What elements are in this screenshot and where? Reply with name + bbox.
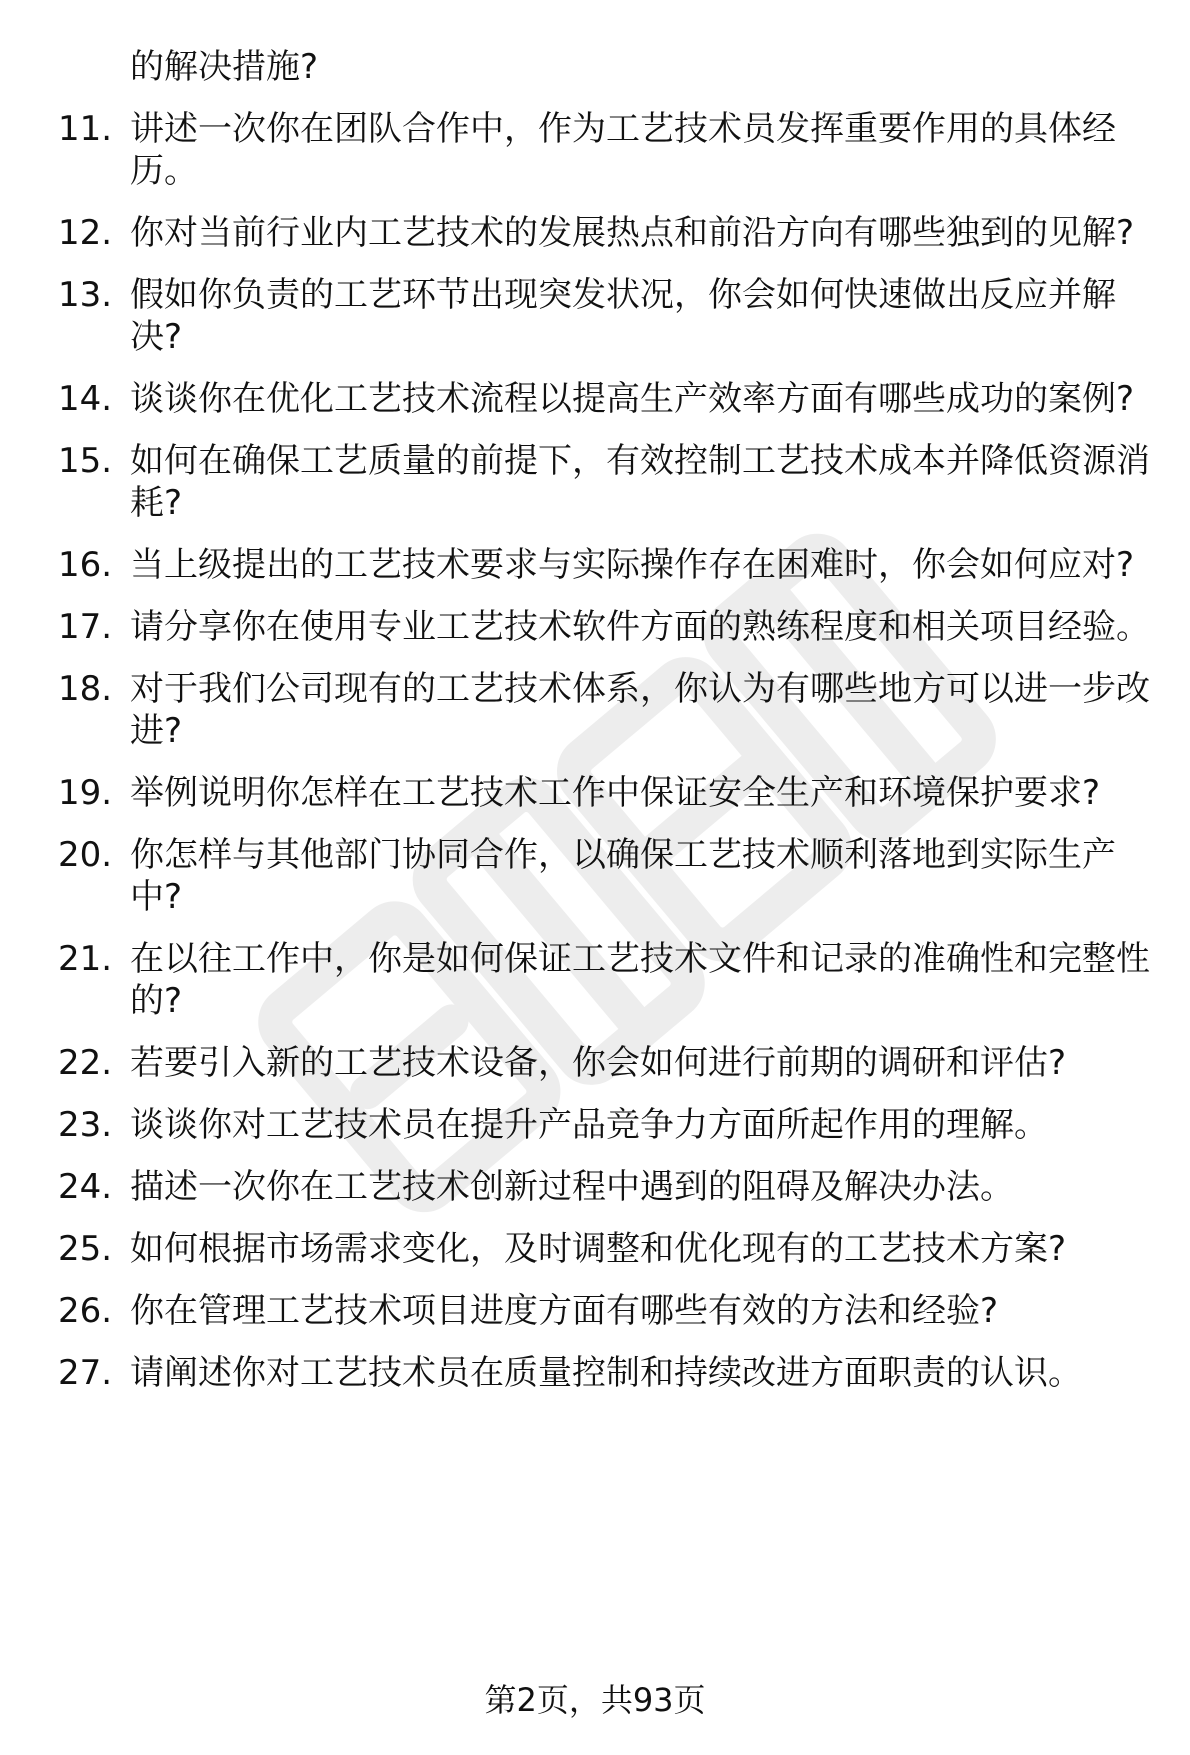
list-item (0, 1352, 1190, 1394)
question-text: 你怎样与其他部门协同合作，以确保工艺技术顺利落地到实际生产中? (130, 835, 1116, 917)
question-number: 21. (58, 939, 113, 979)
list-item (0, 938, 1190, 1022)
question-text: 你对当前行业内工艺技术的发展热点和前沿方向有哪些独到的见解? (130, 213, 1135, 253)
question-text: 描述一次你在工艺技术创新过程中遇到的阻碍及解决办法。 (130, 1167, 1014, 1207)
list-item (0, 544, 1190, 586)
question-text: 的解决措施? (130, 47, 319, 87)
list-item (0, 1228, 1190, 1270)
list-item (0, 212, 1190, 254)
question-number: 27. (58, 1353, 113, 1393)
question-number: 23. (58, 1105, 113, 1145)
question-text: 谈谈你对工艺技术员在提升产品竞争力方面所起作用的理解。 (130, 1105, 1048, 1145)
question-text: 当上级提出的工艺技术要求与实际操作存在困难时，你会如何应对? (130, 545, 1135, 585)
question-text: 谈谈你在优化工艺技术流程以提高生产效率方面有哪些成功的案例? (130, 379, 1135, 419)
question-number: 18. (58, 669, 113, 709)
question-number: 26. (58, 1291, 113, 1331)
question-text: 举例说明你怎样在工艺技术工作中保证安全生产和环境保护要求? (130, 773, 1101, 813)
list-item (0, 108, 1190, 192)
question-number: 14. (58, 379, 113, 419)
list-item (0, 834, 1190, 918)
list-item (0, 46, 1190, 88)
question-text: 你在管理工艺技术项目进度方面有哪些有效的方法和经验? (130, 1291, 999, 1331)
question-text: 如何根据市场需求变化，及时调整和优化现有的工艺技术方案? (130, 1229, 1067, 1269)
question-number: 13. (58, 275, 113, 315)
page-number-label: 第2页，共93页 (484, 1681, 706, 1719)
question-text: 在以往工作中，你是如何保证工艺技术文件和记录的准确性和完整性的? (130, 939, 1150, 1021)
list-item (0, 772, 1190, 814)
list-item (0, 668, 1190, 752)
list-item (0, 1166, 1190, 1208)
question-number: 25. (58, 1229, 113, 1269)
list-item (0, 378, 1190, 420)
question-number: 15. (58, 441, 113, 481)
question-number: 22. (58, 1043, 113, 1083)
list-item (0, 1104, 1190, 1146)
list-item (0, 440, 1190, 524)
question-number: 17. (58, 607, 113, 647)
question-text: 请阐述你对工艺技术员在质量控制和持续改进方面职责的认识。 (130, 1353, 1082, 1393)
question-text: 若要引入新的工艺技术设备，你会如何进行前期的调研和评估? (130, 1043, 1067, 1083)
question-text: 如何在确保工艺质量的前提下，有效控制工艺技术成本并降低资源消耗? (130, 441, 1150, 523)
list-item (0, 1042, 1190, 1084)
list-item (0, 274, 1190, 358)
question-number: 16. (58, 545, 113, 585)
question-text: 对于我们公司现有的工艺技术体系，你认为有哪些地方可以进一步改进? (130, 669, 1150, 751)
question-number: 11. (58, 109, 113, 149)
list-item (0, 606, 1190, 648)
page-footer (0, 1680, 1190, 1720)
question-text: 讲述一次你在团队合作中，作为工艺技术员发挥重要作用的具体经历。 (130, 109, 1116, 191)
question-number: 19. (58, 773, 113, 813)
question-list (0, 46, 1190, 1414)
question-text: 假如你负责的工艺环节出现突发状况，你会如何快速做出反应并解决? (130, 275, 1116, 357)
question-number: 12. (58, 213, 113, 253)
question-number: 24. (58, 1167, 113, 1207)
question-number: 20. (58, 835, 113, 875)
list-item (0, 1290, 1190, 1332)
question-text: 请分享你在使用专业工艺技术软件方面的熟练程度和相关项目经验。 (130, 607, 1150, 647)
